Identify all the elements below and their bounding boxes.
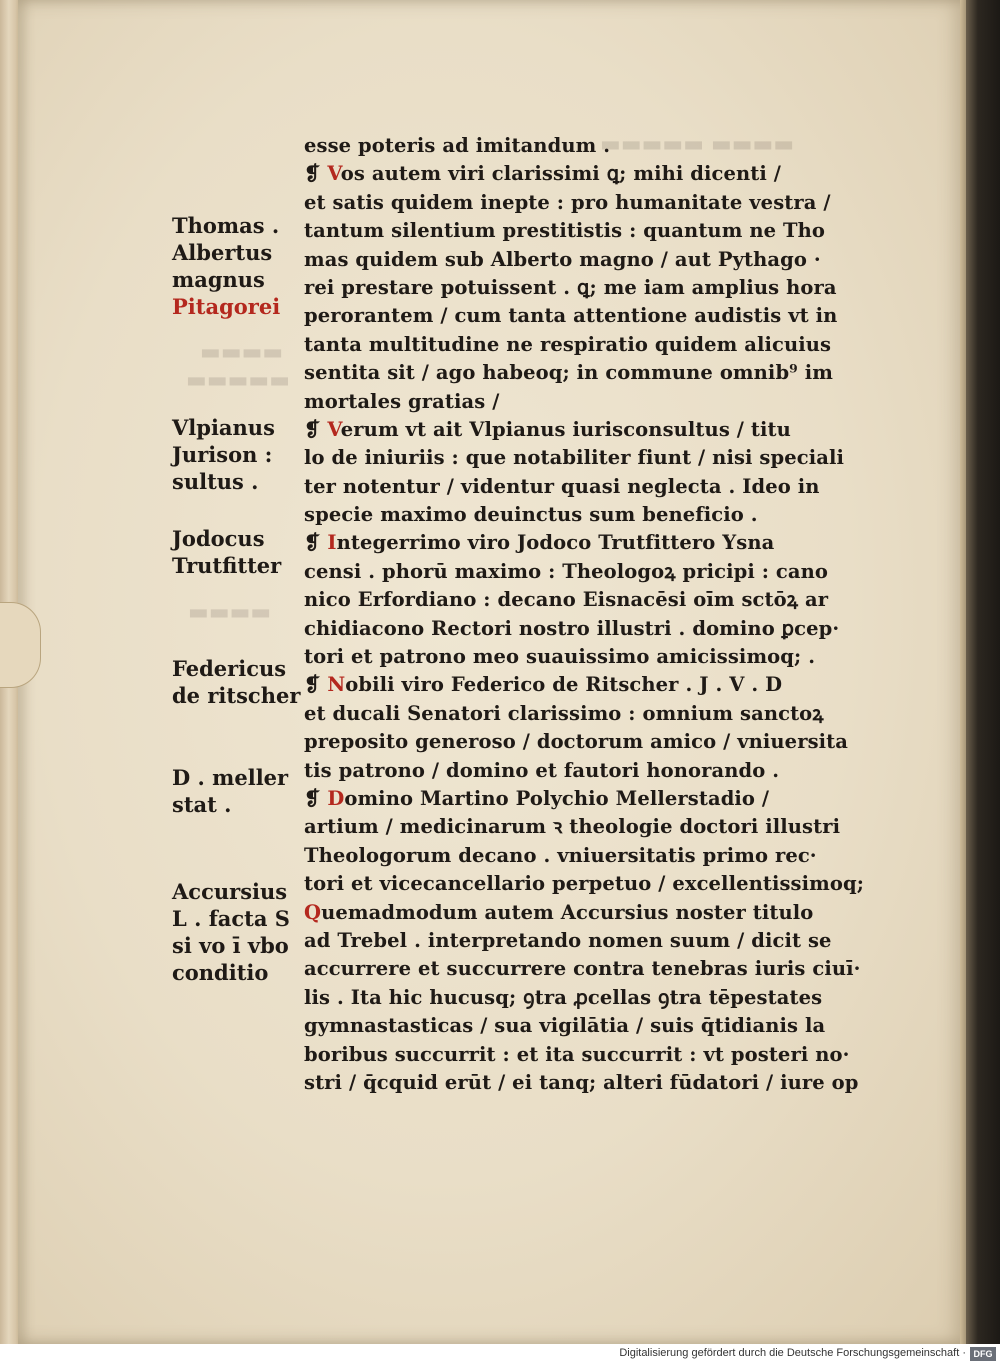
margin-line: Albertus [172, 240, 273, 265]
pilcrow-mark: ❡ [304, 531, 328, 555]
margin-line: Vlpianus [172, 415, 275, 440]
rubricated-initial: V [327, 417, 341, 441]
text-line [304, 444, 844, 472]
line-text: tanta multitudine ne respiratio quidem alicuius [304, 332, 832, 356]
text-line [304, 671, 834, 699]
funding-credit: Digitalisierung gefördert durch die Deutsche Forschungsgemeinschaft · [619, 1347, 966, 1359]
margin-line: conditio [172, 960, 269, 985]
margin-note-meller [172, 764, 297, 818]
pilcrow-mark: ❡ [304, 162, 328, 186]
margin-line: Jurison : [172, 442, 273, 467]
text-line [304, 842, 834, 870]
line-text: et ducali Senatori clarissimo : omnium sanctoꝝ [304, 701, 824, 725]
margin-line: Pitagorei [172, 294, 281, 319]
line-text: perorantem / cum tanta attentione audistis vt in [304, 304, 838, 328]
text-line [304, 700, 834, 728]
rubricated-initial: I [327, 531, 337, 555]
text-line [304, 757, 834, 785]
dfg-logo: DFG [970, 1347, 996, 1361]
text-line [304, 473, 834, 501]
book-spine [966, 0, 1000, 1344]
margin-line: L . facta S [172, 906, 290, 931]
text-line [304, 1069, 859, 1097]
text-line [304, 927, 834, 955]
text-line [304, 359, 834, 387]
margin-line: Accursius [172, 879, 288, 904]
text-line [304, 160, 834, 188]
margin-note-federicus [172, 655, 301, 709]
line-text: tori et patrono meo suauissimo amicissimoq; . [304, 645, 816, 669]
footer-bar [0, 1344, 1000, 1364]
text-line [304, 189, 834, 217]
text-line [304, 1041, 850, 1069]
pilcrow-mark: ❡ [304, 673, 328, 697]
line-text: stri / q̄cquid erūt / ei tanq; alteri fūdatori / iure op [304, 1070, 859, 1094]
text-line [304, 331, 834, 359]
line-text: lis . Ita hic hucusq; ꝯtra ꝓcellas ꝯtra tēpestates [304, 985, 823, 1009]
line-text: uemadmodum autem Accursius noster titulo [321, 900, 814, 924]
text-line [304, 899, 834, 927]
line-text: boribus succurrit : et ita succurrit : vt posteri no· [304, 1042, 850, 1066]
line-text: artium / medicinarum ꝛ theologie doctori illustri [304, 815, 841, 839]
line-text: specie maximo deuinctus sum beneficio . [304, 503, 758, 527]
margin-note-jodocus [172, 525, 297, 579]
margin-line: Thomas . [172, 213, 280, 238]
margin-line: si vo ī vbo [172, 933, 289, 958]
margin-line: stat . [172, 792, 232, 817]
margin-note-accursius [172, 878, 297, 986]
line-text: obili viro Federico de Ritscher . J . V . D [345, 673, 783, 697]
text-line [304, 785, 834, 813]
line-text: lo de iniuriis : que notabiliter fiunt / nisi speciali [304, 446, 844, 470]
line-text: Theologorum decano . vniuersitatis primo rec· [304, 843, 817, 867]
text-line [304, 813, 841, 841]
line-text: mortales gratias / [304, 389, 500, 413]
line-text: ter notentur / videntur quasi neglecta . Ideo in [304, 474, 820, 498]
rubricated-initial: V [327, 162, 341, 186]
text-line [304, 274, 837, 302]
text-line [304, 501, 834, 529]
line-text: chidiacono Rectori nostro illustri . domino ꝑcep· [304, 616, 840, 640]
line-text: ad Trebel . interpretando nomen suum / dicit se [304, 928, 832, 952]
margin-line: Jodocus [172, 526, 265, 551]
line-text: ntegerrimo viro Jodoco Trutfittero Ysna [336, 531, 775, 555]
line-text: tis patrono / domino et fautori honorando . [304, 758, 780, 782]
text-line [304, 615, 840, 643]
margin-line: Trutfitter [172, 553, 282, 578]
line-text: sentita sit / ago habeoq; in commune omnib⁹ im [304, 361, 833, 385]
text-line [304, 217, 834, 245]
text-line [304, 643, 834, 671]
line-text: accurrere et succurrere contra tenebras iuris ciuī· [304, 957, 861, 981]
margin-note-thomas [172, 212, 297, 320]
line-text: mas quidem sub Alberto magno / aut Pythago · [304, 247, 821, 271]
margin-line: sultus . [172, 469, 259, 494]
rubricated-initial: N [327, 673, 346, 697]
line-text: omino Martino Polychio Mellerstadio / [344, 786, 770, 810]
text-line [304, 955, 861, 983]
line-text: gymnastasticas / sua vigilātia / suis q̄tidianis la [304, 1014, 826, 1038]
text-line [304, 416, 834, 444]
line-text: os autem viri clarissimi ꝗ; mihi dicenti / [340, 162, 782, 186]
margin-line: D . meller [172, 765, 289, 790]
text-line [304, 246, 834, 274]
text-line [304, 302, 838, 330]
line-text: tantum silentium prestitistis : quantum ne Tho [304, 219, 825, 243]
paper-tab [0, 602, 41, 688]
pilcrow-mark: ❡ [304, 786, 328, 810]
rubricated-initial: Q [304, 900, 322, 924]
line-text: tori et vicecancellario perpetuo / excellentissimoq; [304, 872, 865, 896]
text-line [304, 586, 834, 614]
text-line [304, 984, 834, 1012]
line-text: et satis quidem inepte : pro humanitate vestra / [304, 190, 831, 214]
rubricated-initial: D [327, 786, 345, 810]
margin-line: de ritscher [172, 683, 301, 708]
margin-note-ulpianus [172, 414, 297, 495]
text-line [304, 529, 834, 557]
text-line [304, 132, 834, 160]
pilcrow-mark: ❡ [304, 417, 328, 441]
line-text: censi . phorū maximo : Theologoꝝ pricipi : cano [304, 559, 829, 583]
text-line [304, 728, 848, 756]
text-line [304, 388, 834, 416]
main-text-block [304, 132, 865, 1097]
text-line [304, 558, 834, 586]
text-line [304, 870, 865, 898]
line-text: rei prestare potuissent . ꝗ; me iam amplius hora [304, 275, 837, 299]
line-text: esse poteris ad imitandum . [304, 134, 611, 157]
text-line [304, 1012, 834, 1040]
margin-line: Federicus [172, 656, 287, 681]
line-text: erum vt ait Vlpianus iurisconsultus / titu [340, 417, 791, 441]
line-text: nico Erfordiano : decano Eisnacēsi oīm sctōꝝ ar [304, 588, 829, 612]
line-text: preposito generoso / doctorum amico / vniuersita [304, 730, 848, 754]
margin-line: magnus [172, 267, 265, 292]
